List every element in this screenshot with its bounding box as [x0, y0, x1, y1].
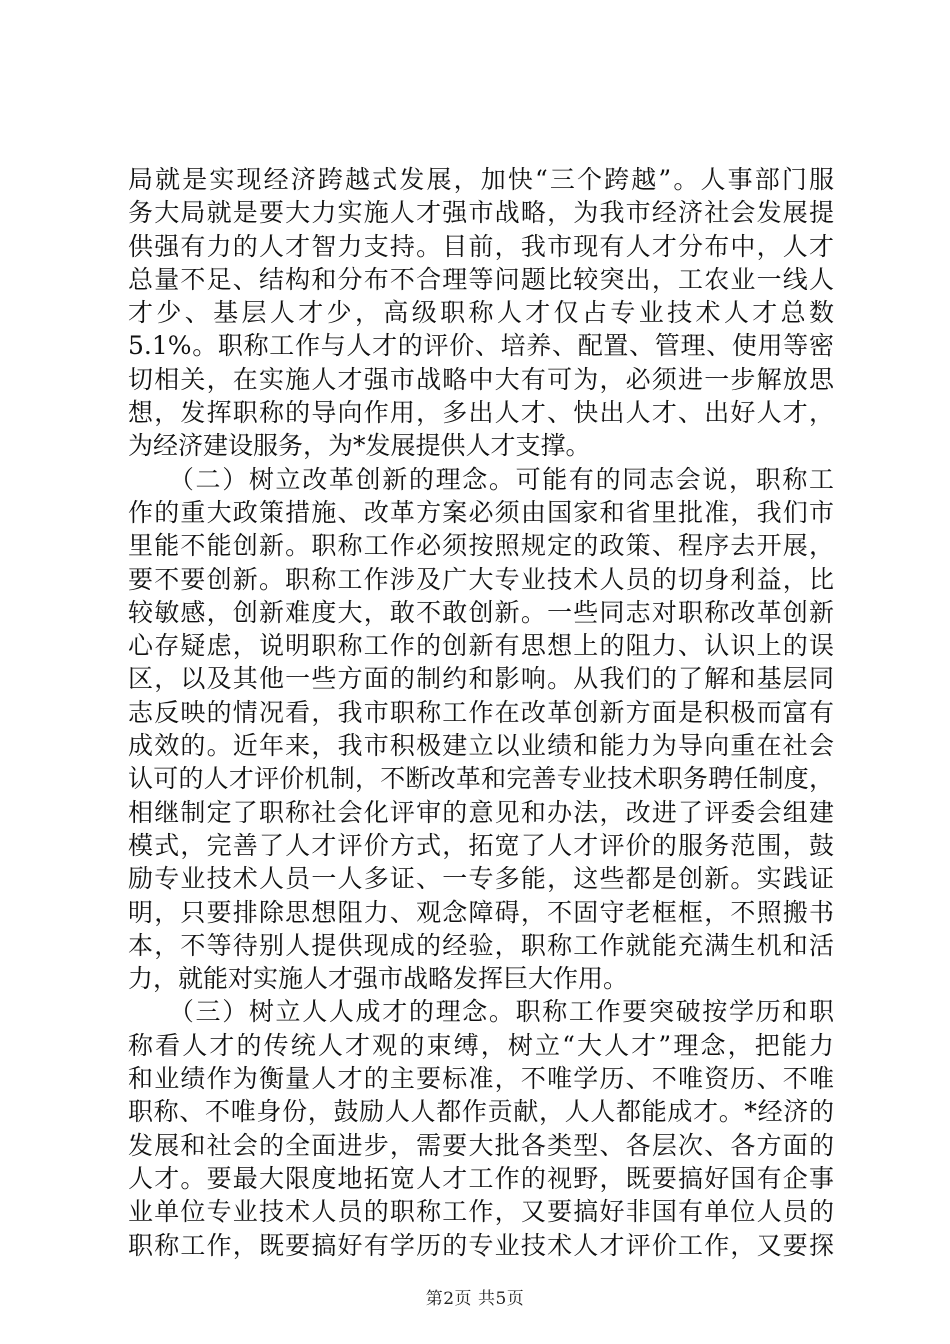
text-line: 励专业技术人员一人多证、一专多能，这些都是创新。实践证: [128, 864, 834, 894]
text-line: 明，只要排除思想阻力、观念障碍，不固守老框框，不照搬书: [128, 897, 834, 927]
text-line: 发展和社会的全面进步，需要大批各类型、各层次、各方面的: [128, 1130, 834, 1160]
text-line: 切相关，在实施人才强市战略中大有可为，必须进一步解放思: [128, 364, 834, 394]
text-line: 5.1%。职称工作与人才的评价、培养、配置、管理、使用等密: [128, 331, 834, 361]
text-line: 心存疑虑，说明职称工作的创新有思想上的阻力、认识上的误: [128, 631, 834, 661]
text-line: 供强有力的人才智力支持。目前，我市现有人才分布中，人才: [128, 231, 834, 261]
text-line: 作的重大政策措施、改革方案必须由国家和省里批准，我们市: [128, 497, 834, 527]
text-line: （三）树立人人成才的理念。职称工作要突破按学历和职: [128, 997, 834, 1027]
text-line: 成效的。近年来，我市积极建立以业绩和能力为导向重在社会: [128, 731, 834, 761]
document-body: [128, 163, 834, 1262]
page-number-label: 第2页 共5页: [425, 1289, 525, 1309]
text-line: 力，就能对实施人才强市战略发挥巨大作用。: [128, 964, 629, 994]
text-line: 认可的人才评价机制，不断改革和完善专业技术职务聘任制度，: [128, 764, 834, 794]
text-line: 模式，完善了人才评价方式，拓宽了人才评价的服务范围，鼓: [128, 830, 834, 860]
text-line: 里能不能创新。职称工作必须按照规定的政策、程序去开展，: [128, 531, 834, 561]
text-line: 总量不足、结构和分布不合理等问题比较突出，工农业一线人: [128, 264, 834, 294]
text-line: 职称工作，既要搞好有学历的专业技术人才评价工作，又要探: [128, 1230, 834, 1260]
text-line: 本，不等待别人提供现成的经验，职称工作就能充满生机和活: [128, 930, 834, 960]
text-line: 业单位专业技术人员的职称工作，又要搞好非国有单位人员的: [128, 1197, 834, 1227]
text-line: 较敏感，创新难度大，敢不敢创新。一些同志对职称改革创新: [128, 597, 834, 627]
text-line: 要不要创新。职称工作涉及广大专业技术人员的切身利益，比: [128, 564, 834, 594]
text-line: （二）树立改革创新的理念。可能有的同志会说，职称工: [128, 464, 834, 494]
text-line: 想，发挥职称的导向作用，多出人才、快出人才、出好人才，: [128, 398, 834, 428]
text-line: 区，以及其他一些方面的制约和影响。从我们的了解和基层同: [128, 664, 834, 694]
text-line: 职称、不唯身份，鼓励人人都作贡献，人人都能成才。*经济的: [128, 1097, 834, 1127]
text-line: 才少、基层人才少，高级职称人才仅占专业技术人才总数: [128, 298, 834, 328]
text-line: 和业绩作为衡量人才的主要标准，不唯学历、不唯资历、不唯: [128, 1064, 834, 1094]
text-line: 志反映的情况看，我市职称工作在改革创新方面是积极而富有: [128, 697, 834, 727]
text-line: 人才。要最大限度地拓宽人才工作的视野，既要搞好国有企事: [128, 1163, 834, 1193]
text-line: 称看人才的传统人才观的束缚，树立“大人才”理念，把能力: [128, 1030, 834, 1060]
text-line: 相继制定了职称社会化评审的意见和办法，改进了评委会组建: [128, 797, 834, 827]
text-line: 务大局就是要大力实施人才强市战略，为我市经济社会发展提: [128, 198, 834, 228]
text-line: 局就是实现经济跨越式发展，加快“三个跨越”。人事部门服: [128, 165, 834, 194]
page-footer: [0, 1284, 950, 1309]
text-line: 为经济建设服务，为*发展提供人才支撑。: [128, 431, 591, 461]
